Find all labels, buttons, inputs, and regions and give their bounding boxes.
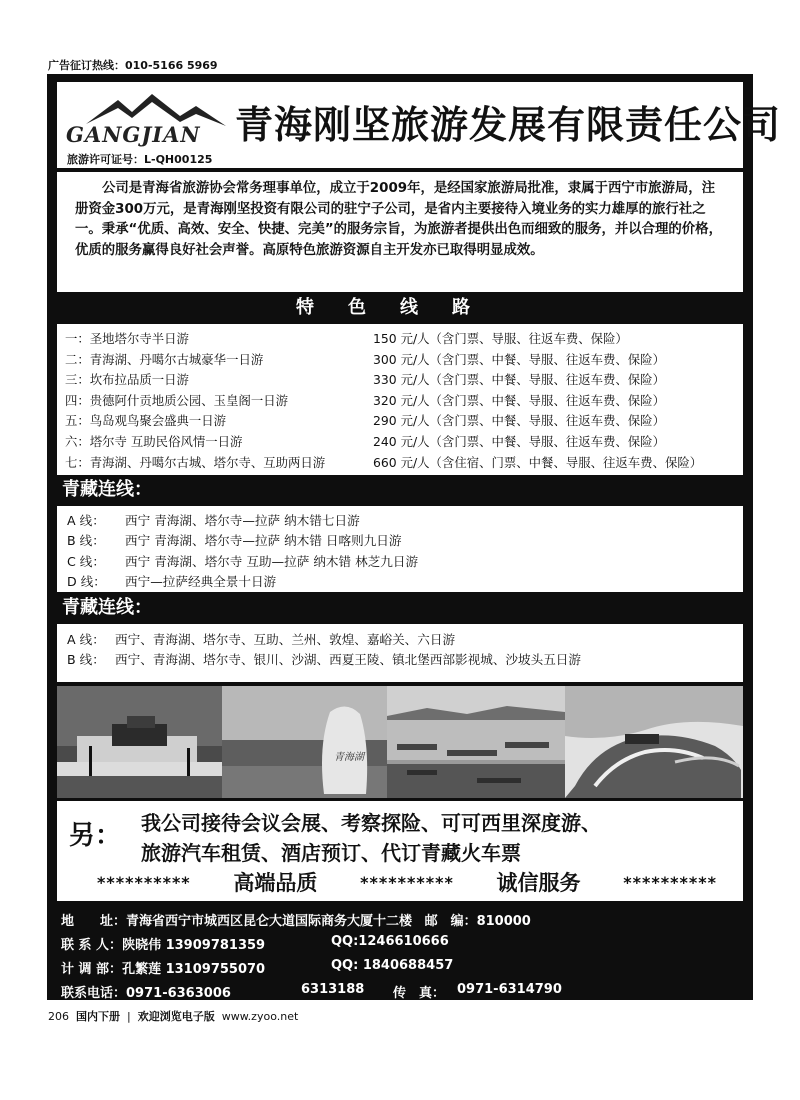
qinghai-tibet-title-2: 青藏连线：: [57, 594, 743, 622]
photo-strip: [57, 686, 743, 798]
potala-palace-photo: [57, 686, 222, 798]
qq-2: QQ: 1840688457: [331, 958, 454, 973]
line-code: B 线：: [67, 533, 105, 549]
dispatch-label: 计 调 部：: [61, 962, 123, 977]
route-name: 三：坎布拉品质一日游: [65, 372, 189, 388]
route-item: [65, 329, 743, 350]
line-code: C 线：: [67, 553, 105, 569]
line-item: [67, 551, 743, 571]
slogan-quality: 高端品质: [233, 870, 318, 895]
phone-2: 6313188: [301, 982, 365, 997]
address-value: 青海省西宁市城西区昆仑大道国际商务大厦十二楼: [126, 914, 413, 929]
qinghai-lake-stone-photo: [222, 686, 387, 798]
route-name: 四：贵德阿什贡地质公园、玉皇阁一日游: [65, 392, 289, 408]
dispatch-value: 孔繁莲 13109755070: [122, 962, 266, 977]
route-item: [65, 432, 743, 453]
additional-services: [57, 801, 743, 901]
route-price: 320 元/人（含门票、中餐、导服、往返车费、保险）: [373, 392, 665, 408]
route-price: 660 元/人（含住宿、门票、中餐、导服、往返车费、保险）: [373, 454, 703, 470]
route-price: 290 元/人（含门票、中餐、导服、往返车费、保险）: [373, 413, 665, 429]
route-price: 150 元/人（含门票、导服、往返车费、保险）: [373, 331, 628, 346]
book-name: 国内下册: [76, 1010, 120, 1023]
line-item: [67, 629, 743, 649]
services-line-1: 我公司接待会议会展、考察探险、可可西里深度游、: [141, 811, 601, 835]
route-price: 330 元/人（含门票、中餐、导服、往返车费、保险）: [373, 372, 665, 388]
company-intro: [57, 172, 743, 292]
route-item: [65, 453, 743, 474]
footer-divider: |: [123, 1010, 135, 1023]
postcode-label: 邮 编：: [424, 914, 477, 929]
phone-1: 0971-6363006: [126, 986, 231, 1001]
page-number: 206: [48, 1010, 69, 1023]
stars-decoration: **********: [623, 872, 717, 892]
website-link[interactable]: www.zyoo.net: [221, 1010, 299, 1023]
route-item: [65, 391, 743, 412]
slogan-row: [97, 868, 717, 896]
ad-hotline: 广告征订热线：010-5166 5969: [48, 59, 218, 72]
additional-mark: 另：: [69, 821, 122, 851]
phone-row: [61, 982, 701, 1001]
person-value: 陕晓伟 13909781359: [122, 938, 266, 953]
bird-island-aerial-photo: [565, 686, 743, 798]
route-item: [65, 350, 743, 371]
person-label: 联 系 人：: [61, 938, 123, 953]
line-code: A 线：: [67, 513, 105, 528]
footer-tagline: 欢迎浏览电子版: [137, 1010, 215, 1023]
qinghai-tibet-lines-2: [57, 624, 743, 682]
fax-label: 传 真：: [393, 986, 446, 1001]
fax-value: 0971-6314790: [457, 982, 562, 997]
line-route: 西宁 青海湖、塔尔寺—拉萨 纳木错七日游: [125, 513, 360, 528]
line-route: 西宁—拉萨经典全景十日游: [125, 574, 277, 590]
route-name: 一：圣地塔尔寺半日游: [65, 331, 189, 346]
line-code: A 线：: [67, 632, 105, 647]
license-number: 旅游许可证号：L-QH00125: [67, 153, 213, 166]
contact-info: [57, 902, 743, 1001]
route-item: [65, 370, 743, 391]
qinghai-tibet-title-1: 青藏连线：: [57, 476, 743, 504]
stars-decoration: **********: [360, 872, 454, 892]
route-price: 300 元/人（含门票、中餐、导服、往返车费、保险）: [373, 351, 665, 367]
stars-decoration: **********: [97, 872, 191, 892]
line-route: 西宁、青海湖、塔尔寺、互助、兰州、敦煌、嘉峪关、六日游: [115, 632, 456, 647]
services-line-2: 旅游汽车租赁、酒店预订、代订青藏火车票: [141, 841, 521, 865]
route-name: 七：青海湖、丹噶尔古城、塔尔寺、互助两日游: [65, 454, 326, 470]
intro-text: 公司是青海省旅游协会常务理事单位，成立于2009年，是经国家旅游局批准，隶属于西宁市旅游局，注册资金300万元，是青海刚坚投资有限公司的驻宁子公司，是省内主要接待入境业务的实力雄厚的旅行社之一。秉承“优质、高效、安全、快捷、完美”的服务宗旨，为旅游者提供出色而细致的服务，并以合理的价格，优质的服务赢得良好社会声誉。高原特色旅游资源自主开发亦已取得明显成效。: [75, 181, 722, 258]
wetland-lake-photo: [387, 686, 565, 798]
address-label: 地 址：: [61, 914, 127, 929]
line-item: [67, 649, 743, 669]
dispatch-row: [61, 958, 661, 977]
company-header: [57, 82, 782, 168]
postcode-value: 810000: [476, 914, 531, 929]
route-item: [65, 411, 743, 432]
company-name: 青海刚坚旅游发展有限责任公司: [235, 103, 782, 147]
route-name: 二：青海湖、丹噶尔古城豪华一日游: [65, 351, 264, 367]
featured-routes-list: [57, 324, 743, 475]
line-item: [67, 530, 743, 550]
line-route: 西宁 青海湖、塔尔寺—拉萨 纳木错 日喀则九日游: [125, 533, 402, 549]
logo-text: GANGJIAN: [66, 122, 201, 147]
stone-inscription: 青海湖: [334, 752, 364, 763]
route-price: 240 元/人（含门票、中餐、导服、往返车费、保险）: [373, 433, 665, 449]
line-code: D 线：: [67, 574, 106, 590]
page-footer: [48, 1008, 298, 1024]
featured-routes-title: 特色线路: [57, 294, 743, 322]
line-code: B 线：: [67, 652, 105, 668]
route-name: 五：鸟岛观鸟聚会盛典一日游: [65, 413, 227, 429]
person-row: [61, 934, 661, 953]
qinghai-tibet-lines-1: [57, 506, 743, 592]
phone-label: 联系电话：: [61, 986, 127, 1001]
qq-1: QQ:1246610666: [331, 934, 449, 949]
route-name: 六：塔尔寺 互助民俗风情一日游: [65, 433, 243, 449]
line-item: [67, 571, 743, 591]
address-row: [61, 910, 531, 929]
ad-frame: [47, 74, 782, 1001]
slogan-integrity: 诚信服务: [496, 870, 581, 895]
line-item: [67, 510, 743, 530]
line-route: 西宁、青海湖、塔尔寺、银川、沙湖、西夏王陵、镇北堡西部影视城、沙坡头五日游: [115, 652, 581, 668]
line-route: 西宁 青海湖、塔尔寺 互助—拉萨 纳木错 林芝九日游: [125, 553, 419, 569]
